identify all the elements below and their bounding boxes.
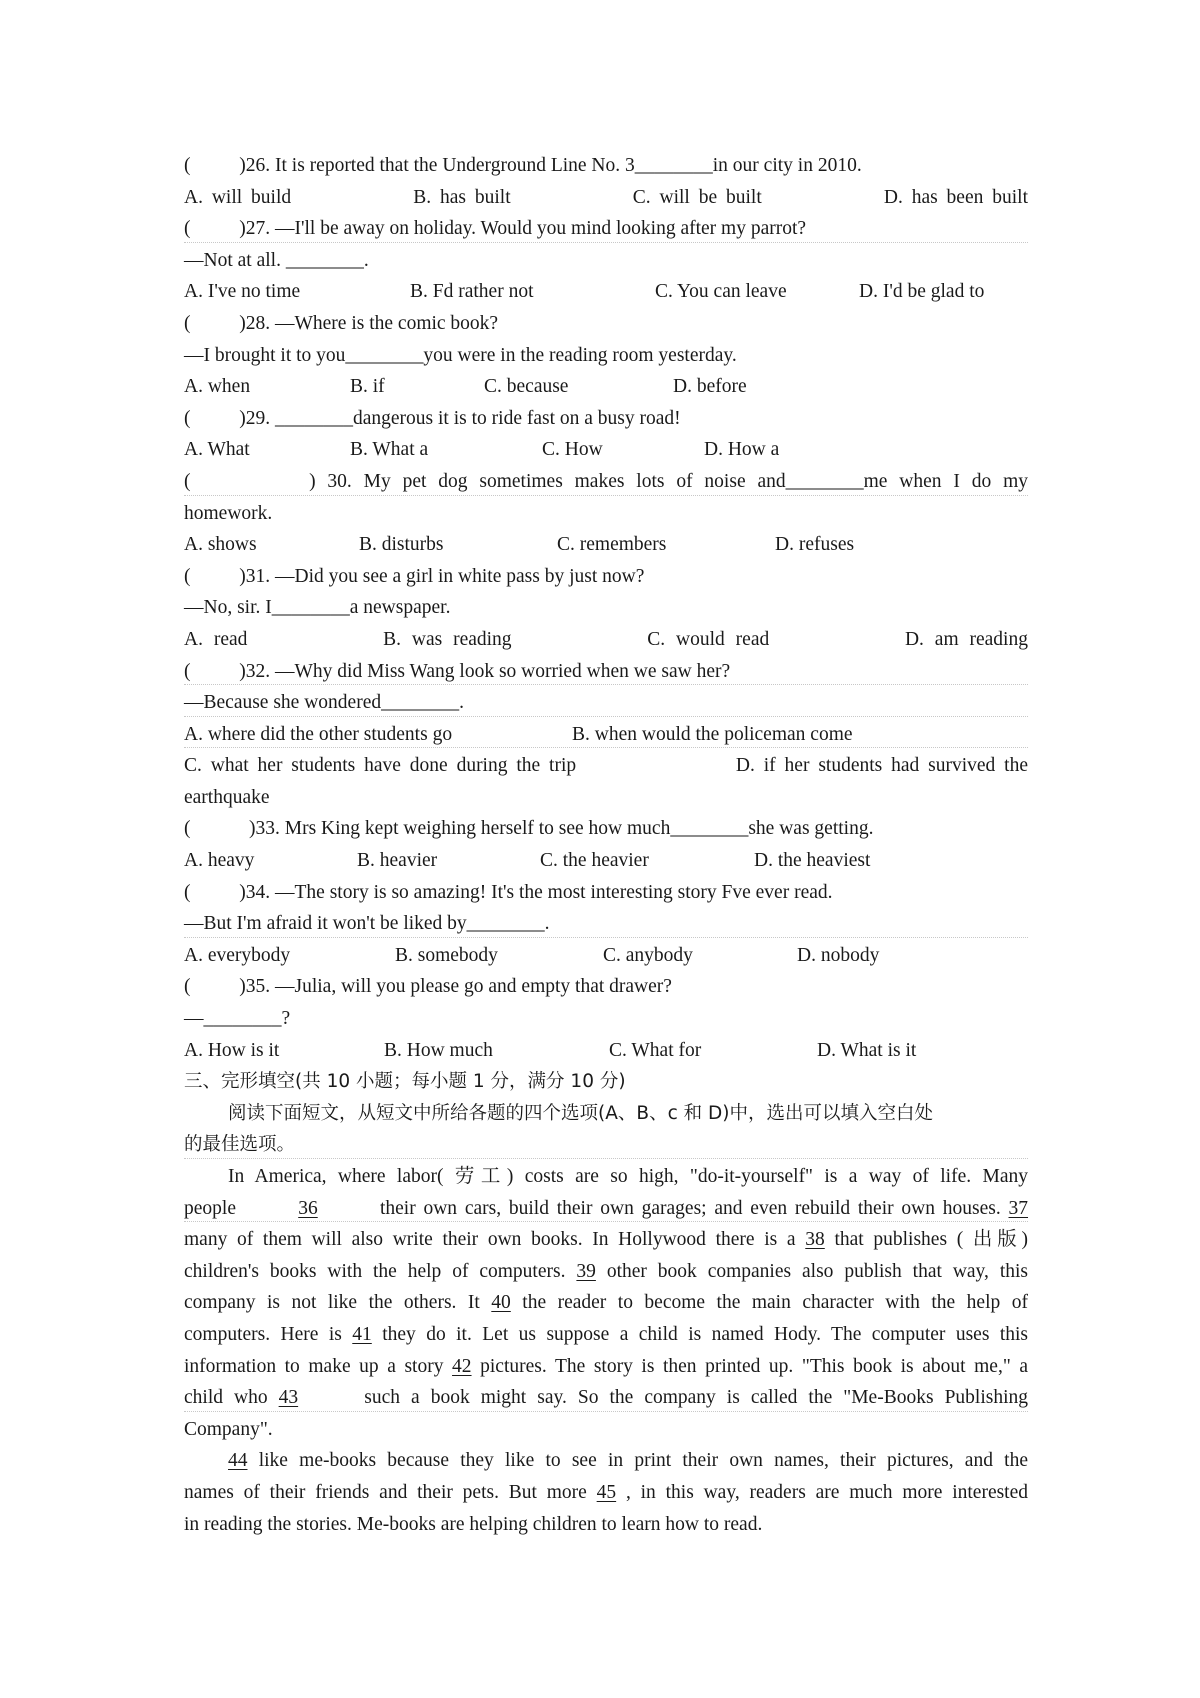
section-heading: 三、完形填空(共 10 小题；每小题 1 分，满分 10 分) — [184, 1071, 626, 1093]
blank-42: 42 — [452, 1355, 472, 1377]
question-32-options-ab: A. where did the other students go B. when would the policeman come — [184, 719, 1028, 751]
question-30-stem-cont: homework. — [184, 502, 273, 524]
question-31-reply: —No, sir. I________a newspaper. — [184, 597, 451, 619]
blank-37: 37 — [1008, 1197, 1029, 1219]
blank-43: 43 — [278, 1387, 299, 1409]
passage-line-11: names of their friends and their pets. But more 45 , in this way, readers are much more interested — [184, 1481, 1029, 1503]
exam-page — [184, 150, 1028, 1540]
blank-45: 45 — [596, 1481, 617, 1503]
passage-line-7: information to make up a story 42 pictures. The story is then printed up. "This book is about me," a — [184, 1355, 1028, 1377]
passage-line-10: 44 like me-books because they like to see in print their own names, their pictures, and the — [228, 1450, 1028, 1472]
passage-line-2: people 36 their own cars, build their own garages; and even rebuild their own houses. 37 — [184, 1193, 1028, 1225]
question-35-reply: —________? — [184, 1008, 291, 1030]
passage-line-6: computers. Here is 41 they do it. Let us suppose a child is named Hody. The computer uses this — [184, 1323, 1029, 1345]
passage-line-5: company is not like the others. It 40 the reader to become the main character with the help of — [184, 1292, 1028, 1314]
question-32-options-cont: earthquake — [184, 786, 270, 808]
question-31-stem: ( )31. —Did you see a girl in white pass by just now? — [184, 565, 645, 587]
question-33-options: A. heavy B. heavier C. the heavier D. the heaviest — [184, 850, 871, 872]
question-27-options: A. I've no time B. Fd rather not C. You can leave D. I'd be glad to — [184, 281, 985, 303]
section-instruction: 阅读下面短文，从短文中所给各题的四个选项(A、B、c 和 D)中，选出可以填入空白处 — [228, 1102, 933, 1124]
question-34-options: A. everybody B. somebody C. anybody D. nobody — [184, 944, 880, 966]
question-32-reply: —Because she wondered________. — [184, 687, 1028, 719]
question-35-options: A. How is it B. How much C. What for D. What is it — [184, 1039, 917, 1061]
question-26-stem: ( )26. It is reported that the Underground Line No. 3________in our city in 2010. — [184, 155, 862, 176]
passage-line-3: many of them will also write their own books. In Hollywood there is a 38 that publishes ( 出版) — [184, 1229, 1029, 1251]
question-28-options: A. when B. if C. because D. before — [184, 376, 747, 398]
passage-line-12: in reading the stories. Me-books are helping children to learn how to read. — [184, 1513, 763, 1535]
blank-39: 39 — [576, 1260, 596, 1282]
question-34-reply: —But I'm afraid it won't be liked by________. — [184, 908, 1028, 940]
question-28-reply: —I brought it to you________you were in the reading room yesterday. — [184, 344, 737, 366]
passage-line-4: children's books with the help of computers. 39 other book companies also publish that way, this — [184, 1260, 1029, 1282]
question-31-options: A. read B. was reading C. would read D. am reading — [184, 628, 1028, 650]
blank-41: 41 — [352, 1323, 372, 1345]
question-28-stem: ( )28. —Where is the comic book? — [184, 312, 499, 334]
passage-line-8: child who 43 such a book might say. So the company is called the "Me-Books Publishing — [184, 1382, 1028, 1414]
question-32-options-cd: C. what her students have done during the trip D. if her students had survived the — [184, 755, 1028, 777]
blank-44: 44 — [228, 1450, 248, 1472]
question-29-stem: ( )29. ________dangerous it is to ride fast on a busy road! — [184, 407, 681, 429]
question-27-stem: ( )27. —I'll be away on holiday. Would you mind looking after my parrot? — [184, 213, 1028, 245]
blank-36: 36 — [298, 1197, 318, 1219]
blank-38: 38 — [805, 1229, 825, 1251]
question-32-stem: ( )32. —Why did Miss Wang look so worried when we saw her? — [184, 656, 1028, 688]
question-26-options: A. will build B. has built C. will be built D. has been built — [184, 186, 1028, 208]
question-30-options: A. shows B. disturbs C. remembers D. refuses — [184, 534, 855, 556]
passage-line-1: In America, where labor( 劳工) costs are so high, "do-it-yourself" is a way of life. Many — [228, 1166, 1028, 1187]
passage-line-9: Company". — [184, 1418, 273, 1440]
question-30-stem: ( ) 30. My pet dog sometimes makes lots of noise and________me when I do my — [184, 466, 1028, 498]
question-29-options: A. What B. What a C. How D. How a — [184, 439, 780, 461]
section-instruction-cont: 的最佳选项。 — [184, 1129, 1028, 1161]
question-27-reply: —Not at all. ________. — [184, 249, 369, 271]
question-34-stem: ( )34. —The story is so amazing! It's the most interesting story Fve ever read. — [184, 881, 833, 903]
question-35-stem: ( )35. —Julia, will you please go and empty that drawer? — [184, 976, 672, 998]
blank-40: 40 — [491, 1292, 511, 1314]
question-33-stem: ( )33. Mrs King kept weighing herself to see how much________she was getting. — [184, 818, 874, 840]
